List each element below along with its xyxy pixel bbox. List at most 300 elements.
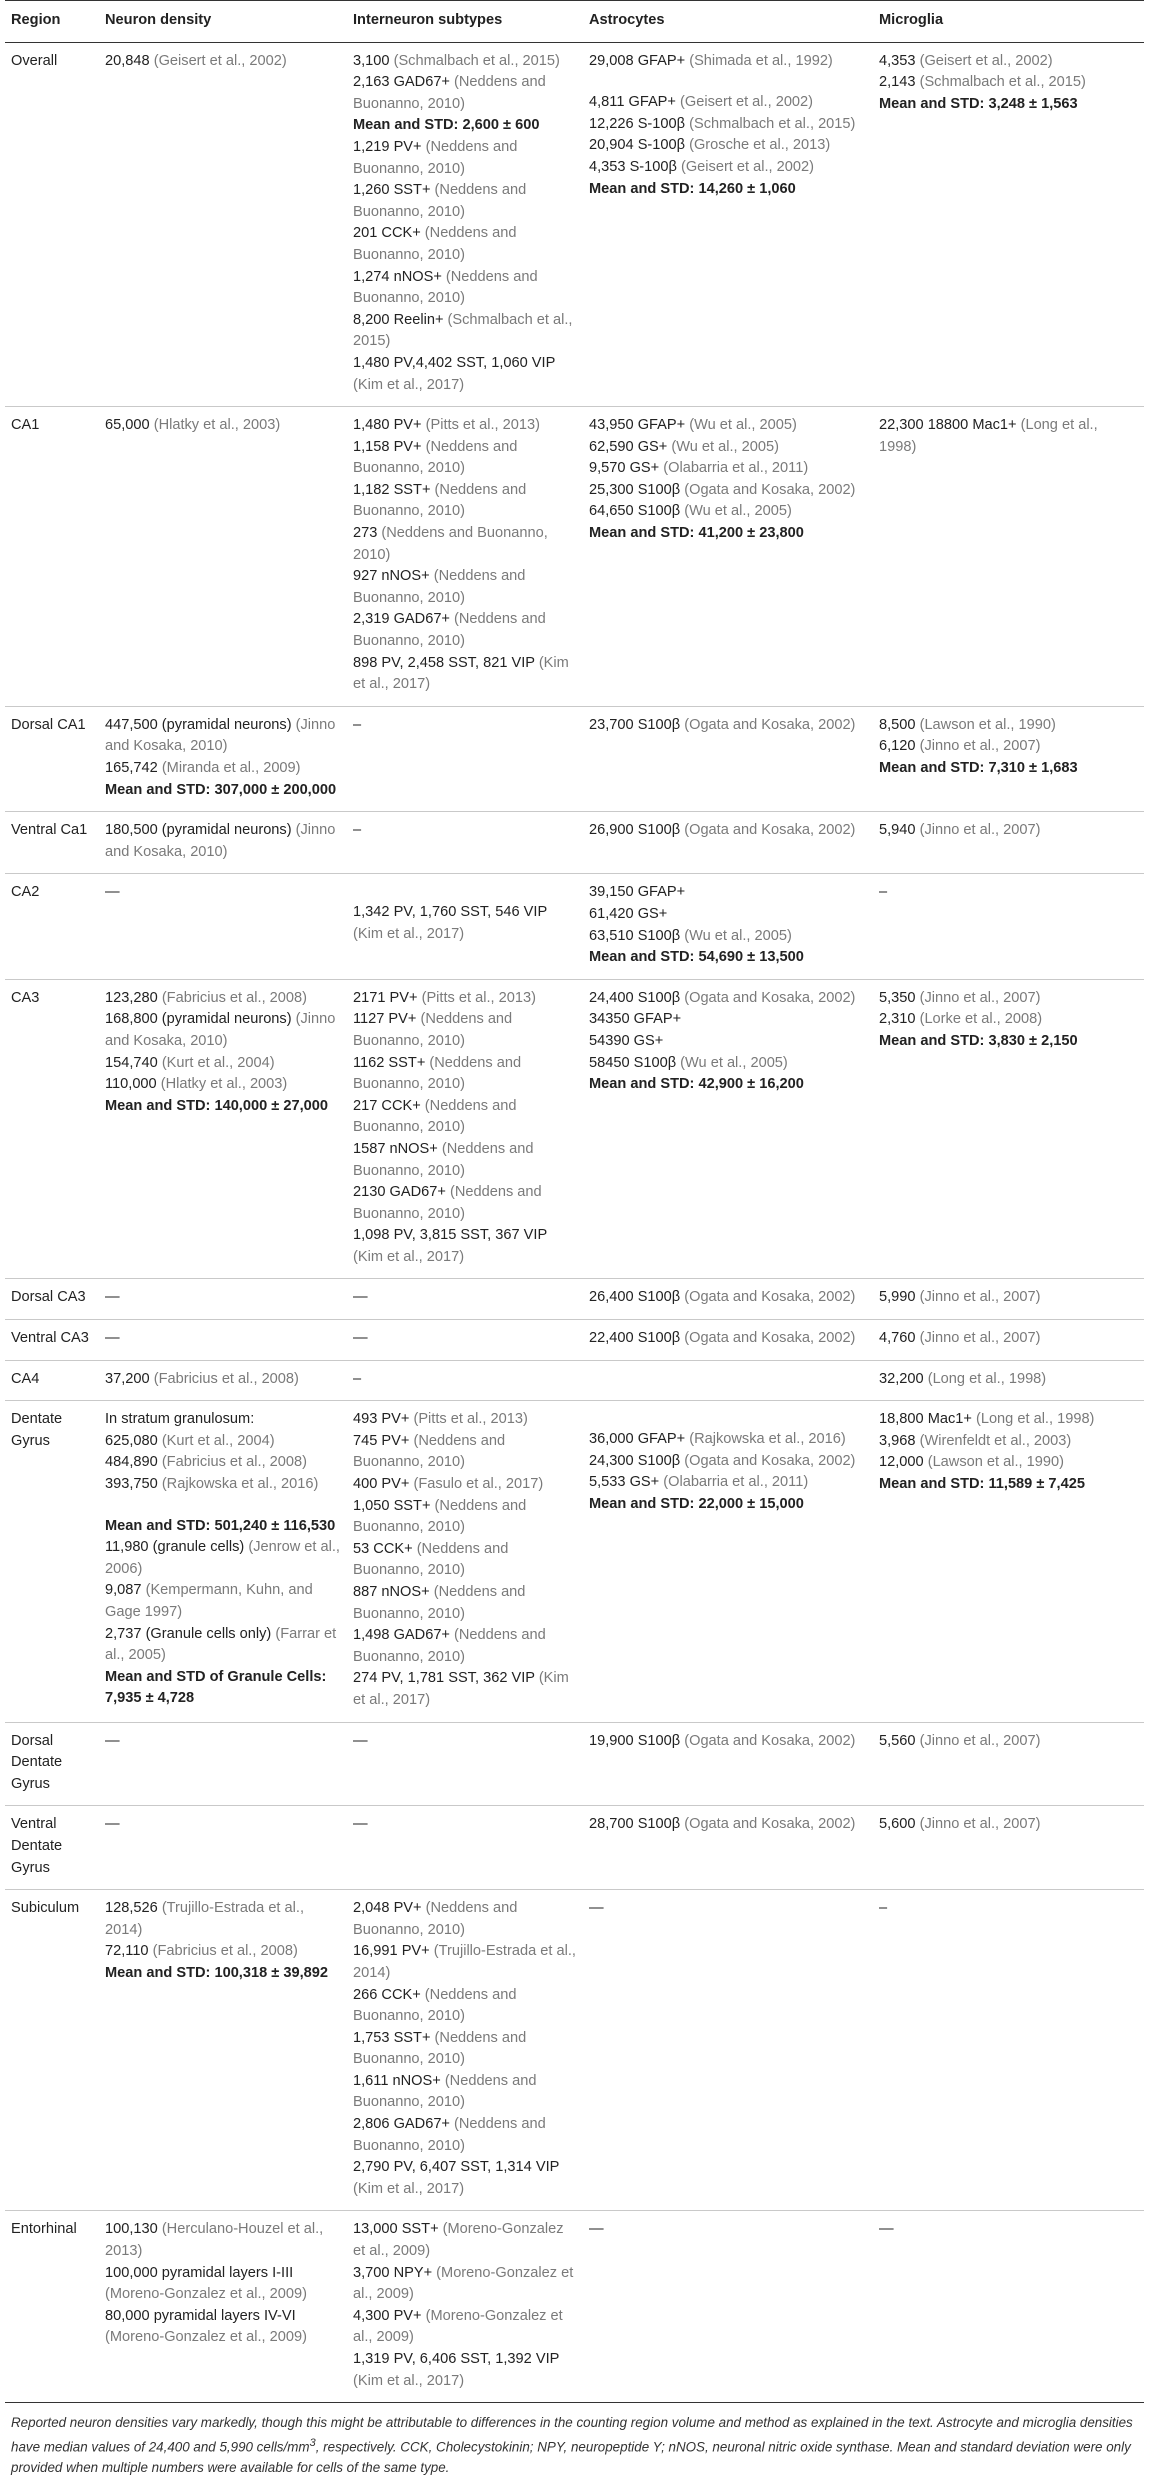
value-text: 898 PV, 2,458 SST, 821 VIP (353, 654, 539, 671)
cell-entry (105, 1814, 341, 1836)
value-text: 274 PV, 1,781 SST, 362 VIP (353, 1670, 539, 1687)
neuron-density-cell (99, 1806, 347, 1890)
value-text: 1587 nNOS+ (353, 1140, 442, 1157)
cell-entry (879, 1287, 1138, 1309)
citation-text: (Ogata and Kosaka, 2002) (684, 1330, 856, 1347)
astrocytes-cell (583, 1279, 873, 1320)
cell-entry (589, 51, 867, 73)
citation-text: (Schmalbach et al., 2015) (689, 115, 856, 132)
value-text: In stratum granulosum: (105, 1411, 255, 1428)
value-text: 24,400 S100β (589, 989, 685, 1006)
cell-entry (589, 1472, 867, 1494)
table-row (5, 42, 1144, 407)
citation-text: (Rajkowska et al., 2016) (689, 1431, 846, 1448)
table-row (5, 706, 1144, 811)
cell-entry (879, 94, 1138, 116)
cell-entry: Subiculum (11, 1900, 80, 1917)
cell-entry (879, 715, 1138, 737)
column-header-interneuron-subtypes: Interneuron subtypes (347, 1, 583, 43)
microglia-cell (873, 812, 1144, 874)
cell-entry (105, 1624, 341, 1667)
interneuron-cell (347, 979, 583, 1279)
value-text: — (105, 884, 120, 901)
cell-entry (105, 1667, 341, 1710)
interneuron-cell (347, 2211, 583, 2403)
citation-text: (Schmalbach et al., 2015) (353, 311, 573, 350)
value-text: 393,750 (105, 1476, 162, 1493)
cell-entry (105, 1452, 341, 1474)
citation-text: (Olabarria et al., 2011) (663, 460, 809, 477)
citation-text: (Neddens and Buonanno, 2010) (353, 2029, 527, 2068)
astrocytes-cell (583, 2211, 873, 2403)
citation-text: (Neddens and Buonanno, 2010) (353, 138, 518, 177)
cell-entry: Ventral Ca1 (11, 822, 88, 839)
value-text: 18,800 Mac1+ (879, 1411, 976, 1428)
citation-text: (Schmalbach et al., 2015) (919, 74, 1086, 91)
cell-entry (353, 310, 577, 353)
citation-text: (Long et al., 1998) (975, 1411, 1095, 1428)
mean-std-value: Mean and STD: 22,000 ± 15,000 (589, 1496, 804, 1513)
cell-entry: Dorsal CA3 (11, 1289, 86, 1306)
cell-entry (353, 1409, 577, 1431)
value-text: — (353, 1330, 368, 1347)
citation-text: (Kurt et al., 2004) (161, 1054, 275, 1071)
citation-text: (Geisert et al., 2002) (153, 52, 287, 69)
cell-entry (105, 1537, 341, 1580)
cell-entry (353, 2028, 577, 2071)
citation-text: (Jinno et al., 2007) (919, 1732, 1041, 1749)
mean-std-value: Mean and STD: 2,600 ± 600 (353, 117, 540, 134)
citation-text: (Neddens and Buonanno, 2010) (353, 1540, 509, 1579)
cell-entry (353, 1225, 577, 1268)
cell-entry (105, 1963, 341, 1985)
value-text: 5,990 (879, 1289, 920, 1306)
value-text: 154,740 (105, 1054, 162, 1071)
value-text: 22,400 S100β (589, 1330, 685, 1347)
value-text: 123,280 (105, 989, 162, 1006)
value-text: 28,700 S100β (589, 1816, 685, 1833)
cell-entry (353, 1009, 577, 1052)
cell-entry (353, 1096, 577, 1139)
neuron-density-cell (99, 1890, 347, 2211)
citation-text: (Neddens and Buonanno, 2010) (353, 268, 538, 307)
cell-entry (353, 267, 577, 310)
astrocytes-cell (583, 1360, 873, 1401)
citation-text: (Fabricius et al., 2008) (152, 1943, 298, 1960)
cell-entry (589, 820, 867, 842)
cell-entry (353, 137, 577, 180)
microglia-cell (873, 1320, 1144, 1361)
cell-entry (353, 2306, 577, 2349)
neuron-density-cell (99, 979, 347, 1279)
cell-entry (879, 1369, 1138, 1391)
cell-entry (589, 988, 867, 1010)
cell-entry (105, 1409, 341, 1431)
value-text: – (353, 1370, 362, 1387)
cell-entry (879, 1409, 1138, 1431)
mean-std-value: Mean and STD: 14,260 ± 1,060 (589, 180, 796, 197)
value-text: 5,350 (879, 989, 920, 1006)
region-cell (5, 1320, 99, 1361)
cell-entry (589, 1328, 867, 1350)
value-text: 3,700 NPY+ (353, 2264, 437, 2281)
value-text: 72,110 (105, 1943, 153, 1960)
cell-entry (353, 1985, 577, 2028)
citation-text: (Kim et al., 2017) (353, 1248, 465, 1265)
value-text: 165,742 (105, 760, 162, 776)
cell-entry (105, 1731, 341, 1753)
cell-entry (589, 157, 867, 179)
cell-entry: Overall (11, 52, 58, 69)
value-text: 1,319 PV, 6,406 SST, 1,392 VIP (353, 2351, 560, 2367)
cell-entry (105, 1898, 341, 1941)
neuron-density-cell (99, 874, 347, 979)
cell-entry (589, 480, 867, 502)
column-header-region: Region (5, 1, 99, 43)
cell-entry (353, 115, 577, 137)
cell-entry (353, 523, 577, 566)
value-text: — (353, 1732, 368, 1749)
citation-text: (Shimada et al., 1992) (689, 52, 833, 69)
citation-text: (Neddens and Buonanno, 2010) (353, 611, 546, 650)
cell-entry (353, 609, 577, 652)
value-text: — (879, 2221, 894, 2238)
value-text: 273 (353, 525, 382, 542)
citation-text: (Farrar et al., 2005) (105, 1625, 337, 1664)
interneuron-cell (347, 706, 583, 811)
region-cell (5, 874, 99, 979)
cell-entry (589, 179, 867, 201)
astrocytes-cell (583, 1401, 873, 1722)
value-text: 2,310 (879, 1011, 920, 1028)
cell-entry (589, 1429, 867, 1451)
citation-text: (Jinno et al., 2007) (919, 738, 1041, 755)
cell-entry (353, 1731, 577, 1753)
cell-entry (353, 1287, 577, 1309)
value-text: 1,753 SST+ (353, 2029, 435, 2046)
value-text: 8,200 Reelin+ (353, 311, 448, 328)
citation-text: (Neddens and Buonanno, 2010) (353, 1584, 526, 1622)
mean-std-value: Mean and STD: 501,240 ± 116,530 (105, 1517, 336, 1534)
cell-entry (879, 1731, 1138, 1753)
citation-text: (Schmalbach et al., 2015) (393, 52, 560, 69)
value-text: 168,800 (pyramidal neurons) (105, 1011, 296, 1028)
microglia-cell (873, 407, 1144, 707)
microglia-cell (873, 874, 1144, 979)
value-text: 64,650 S100β (589, 503, 685, 520)
citation-text: (Kim et al., 2017) (353, 1670, 569, 1708)
cell-entry (353, 223, 577, 266)
value-text: 54390 GS+ (589, 1032, 664, 1049)
cell-entry (589, 1074, 867, 1096)
cell-entry (353, 1369, 577, 1391)
value-text: 8,500 (879, 716, 920, 733)
citation-text: (Neddens and Buonanno, 2010) (353, 2072, 537, 2111)
cell-entry (353, 1898, 577, 1941)
astrocytes-cell (583, 1320, 873, 1361)
value-text: — (353, 1289, 368, 1306)
table-header-row (5, 1, 1144, 43)
value-text: 4,760 (879, 1330, 920, 1347)
value-text: 23,700 S100β (589, 716, 685, 733)
microglia-cell (873, 1806, 1144, 1890)
region-cell (5, 1806, 99, 1890)
value-text: 745 PV+ (353, 1432, 414, 1449)
mean-std-value: Mean and STD: 42,900 ± 16,200 (589, 1076, 804, 1093)
citation-text: (Neddens and Buonanno, 2010) (353, 568, 526, 606)
cell-entry (105, 415, 341, 437)
value-text: 927 nNOS+ (353, 568, 434, 585)
value-text: 2171 PV+ (353, 989, 422, 1006)
value-text: 400 PV+ (353, 1476, 414, 1493)
cell-entry: CA1 (11, 417, 40, 434)
cell-entry (353, 51, 577, 73)
cell-entry (353, 715, 577, 737)
value-text: 5,600 (879, 1816, 920, 1833)
value-text: 5,533 GS+ (589, 1474, 664, 1491)
interneuron-cell (347, 1890, 583, 2211)
citation-text: (Wu et al., 2005) (680, 1054, 788, 1071)
value-text: 9,570 GS+ (589, 460, 664, 477)
microglia-cell (873, 1722, 1144, 1806)
neuron-density-cell (99, 706, 347, 811)
citation-text: (Kim et al., 2017) (353, 2180, 465, 2197)
cell-entry: CA3 (11, 989, 40, 1006)
cell-entry: Dorsal CA1 (11, 716, 86, 733)
citation-text: (Neddens and Buonanno, 2010) (353, 2116, 546, 2154)
cell-entry (105, 1941, 341, 1963)
interneuron-cell (347, 812, 583, 874)
cell-entry (879, 736, 1138, 758)
citation-text: (Lorke et al., 2008) (919, 1011, 1043, 1028)
caption-text: Reported neuron densities vary markedly, though this might be attributable to differences in the counting region volume and method as explained in the text. Astrocyte and microglia densities have median values of 24,400 and 5,990 cells/mm (11, 2415, 1133, 2455)
neuron-density-cell (99, 2211, 347, 2403)
mean-std-value: Mean and STD: 100,318 ± 39,892 (105, 1964, 328, 1981)
mean-std-value: Mean and STD: 54,690 ± 13,500 (589, 949, 804, 966)
value-text: 2,319 GAD67+ (353, 611, 455, 628)
citation-text: (Kim et al., 2017) (353, 376, 465, 393)
citation-text: (Neddens and Buonanno, 2010) (353, 1140, 534, 1179)
cell-entry (105, 1328, 341, 1350)
citation-text: (Wu et al., 2005) (684, 927, 792, 944)
citation-text: (Neddens and Buonanno, 2010) (353, 1054, 522, 1093)
cell-entry (105, 2219, 341, 2262)
table-row (5, 979, 1144, 1279)
cell-entry (353, 1474, 577, 1496)
cell-entry (353, 180, 577, 223)
value-text: 1,098 PV, 3,815 SST, 367 VIP (353, 1227, 547, 1244)
citation-text: (Neddens and Buonanno, 2010) (353, 1097, 517, 1136)
value-text: 80,000 pyramidal layers IV-VI (105, 2307, 296, 2324)
citation-text: (Neddens and Buonanno, 2010) (353, 1627, 546, 1665)
astrocytes-cell (583, 874, 873, 979)
cell-entry (353, 2219, 577, 2262)
neuron-density-cell (99, 1722, 347, 1806)
cell-entry (589, 1814, 867, 1836)
cell-entry (879, 820, 1138, 842)
cell-entry: CA2 (11, 884, 40, 901)
cell-entry (105, 1369, 341, 1391)
value-text: 1,498 GAD67+ (353, 1627, 455, 1644)
astrocytes-cell (583, 1806, 873, 1890)
citation-text: (Kim et al., 2017) (353, 925, 465, 942)
value-text: 1,260 SST+ (353, 182, 435, 199)
interneuron-cell (347, 1320, 583, 1361)
cell-entry (353, 2263, 577, 2306)
value-text: 2,790 PV, 6,407 SST, 1,314 VIP (353, 2159, 560, 2176)
cell-entry (879, 415, 1138, 458)
cell-entry (105, 51, 341, 73)
cell-entry (105, 2306, 341, 2349)
value-text: 62,590 GS+ (589, 438, 672, 455)
citation-text: (Fabricius et al., 2008) (153, 1370, 299, 1387)
citation-text: (Moreno-Gonzalez et al., 2009) (105, 2286, 307, 2303)
interneuron-cell (347, 1279, 583, 1320)
citation-text: (Geisert et al., 2002) (680, 158, 814, 175)
cell-entry (353, 437, 577, 480)
cell-entry (353, 2157, 577, 2200)
astrocytes-cell (583, 407, 873, 707)
cell-entry (589, 437, 867, 459)
cell-entry (589, 926, 867, 948)
citation-text: (Neddens and Buonanno, 2010) (353, 1184, 542, 1222)
value-text: 26,900 S100β (589, 822, 685, 839)
value-text: — (105, 1816, 120, 1833)
value-text: 2,143 (879, 74, 920, 91)
cell-entry (105, 758, 341, 780)
cell-entry (353, 1582, 577, 1625)
value-text: 5,560 (879, 1732, 920, 1749)
value-text: 266 CCK+ (353, 1986, 425, 2003)
region-cell (5, 407, 99, 707)
citation-text: (Neddens and Buonanno, 2010) (353, 438, 518, 477)
value-text: 16,991 PV+ (353, 1943, 434, 1960)
table-row (5, 1279, 1144, 1320)
value-text: 1,342 PV, 1,760 SST, 546 VIP (353, 904, 547, 921)
column-header-neuron-density: Neuron density (99, 1, 347, 43)
citation-text: (Jinno and Kosaka, 2010) (105, 1011, 336, 1049)
cell-entry (105, 1431, 341, 1453)
microglia-cell (873, 2211, 1144, 2403)
citation-text: (Fasulo et al., 2017) (413, 1476, 544, 1493)
value-text: 4,353 S-100β (589, 158, 681, 175)
cell-entry (105, 1053, 341, 1075)
value-text: 128,526 (105, 1900, 162, 1917)
citation-text: (Wu et al., 2005) (684, 503, 792, 520)
citation-text: (Ogata and Kosaka, 2002) (684, 1816, 856, 1833)
cell-entry (353, 566, 577, 609)
interneuron-cell (347, 1806, 583, 1890)
cell-entry (353, 1139, 577, 1182)
value-text: 1,611 nNOS+ (353, 2072, 445, 2089)
value-text: 201 CCK+ (353, 225, 425, 242)
caption-text-continued: , respectively. CCK, Cholecystokinin; NPY, neuropeptide Y; nNOS, neuronal nitric oxide synthase. Mean and standard deviation were only provided when multiple numbers were available for cells of the same type. (11, 2439, 1131, 2475)
value-text: 13,000 SST+ (353, 2221, 443, 2238)
value-text: 63,510 S100β (589, 927, 685, 944)
microglia-cell (873, 979, 1144, 1279)
citation-text: (Jinno et al., 2007) (919, 989, 1041, 1006)
value-text: 34350 GFAP+ (589, 1011, 682, 1028)
citation-text: (Kim et al., 2017) (353, 654, 569, 693)
cell-entry (105, 882, 341, 904)
value-text: 4,811 GFAP+ (589, 94, 680, 111)
value-text: 12,000 (879, 1454, 928, 1471)
citation-text: (Geisert et al., 2002) (919, 52, 1053, 69)
cell-entry (353, 1328, 577, 1350)
value-text: 1,219 PV+ (353, 138, 426, 155)
value-text: 43,950 GFAP+ (589, 417, 690, 434)
value-text: – (353, 716, 362, 733)
value-text: 61,420 GS+ (589, 905, 668, 922)
cell-entry (879, 1898, 1138, 1920)
cell-entry (353, 2071, 577, 2114)
cell-entry (105, 1009, 341, 1052)
cell-entry (879, 1814, 1138, 1836)
citation-text: (Trujillo-Estrada et al., 2014) (353, 1943, 576, 1981)
caption-unit-superscript: 3 (309, 2437, 316, 2450)
cell-entry (353, 1539, 577, 1582)
cell-entry (353, 653, 577, 696)
value-text: – (879, 884, 888, 901)
cell-entry (589, 1451, 867, 1473)
mean-std-value: Mean and STD: 7,310 ± 1,683 (879, 760, 1078, 776)
region-cell (5, 706, 99, 811)
microglia-cell (873, 706, 1144, 811)
table-row (5, 2211, 1144, 2403)
cell-entry (589, 1009, 867, 1031)
value-text: — (589, 2221, 604, 2238)
citation-text: (Ogata and Kosaka, 2002) (684, 481, 856, 498)
cell-entry (589, 1494, 867, 1516)
region-cell (5, 1360, 99, 1401)
cell-entry (589, 501, 867, 523)
cell-entry (105, 1096, 341, 1118)
cell-entry (353, 902, 577, 945)
cell-entry (353, 1053, 577, 1096)
value-text: 100,000 pyramidal layers I-III (105, 2264, 294, 2281)
region-cell (5, 1279, 99, 1320)
astrocytes-cell (583, 42, 873, 407)
table-row (5, 1360, 1144, 1401)
mean-std-value: Mean and STD of Granule Cells: 7,935 ± 4,728 (105, 1668, 327, 1707)
table-row (5, 1890, 1144, 2211)
mean-std-value: Mean and STD: 3,830 ± 2,150 (879, 1032, 1078, 1049)
region-cell (5, 1401, 99, 1722)
cell-entry (879, 51, 1138, 73)
citation-text: (Ogata and Kosaka, 2002) (684, 1732, 856, 1749)
microglia-cell (873, 1279, 1144, 1320)
value-text: 65,000 (105, 417, 154, 434)
citation-text: (Pitts et al., 2013) (413, 1411, 528, 1428)
citation-text: (Lawson et al., 1990) (927, 1454, 1064, 1471)
value-text: 484,890 (105, 1454, 162, 1471)
citation-text: (Fabricius et al., 2008) (161, 1454, 308, 1471)
interneuron-cell (347, 407, 583, 707)
value-text: 36,000 GFAP+ (589, 1431, 690, 1448)
astrocytes-cell (583, 812, 873, 874)
citation-text: (Fabricius et al., 2008) (161, 989, 308, 1006)
cell-entry (353, 1431, 577, 1474)
cell-entry: Ventral CA3 (11, 1330, 89, 1347)
cell-entry (353, 988, 577, 1010)
cell-entry (879, 1328, 1138, 1350)
cell-entry (589, 1287, 867, 1309)
value-text: 1,480 PV,4,402 SST, 1,060 VIP (353, 354, 556, 371)
value-text: 493 PV+ (353, 1411, 414, 1428)
cell-entry (353, 1668, 577, 1711)
cell-density-table (5, 0, 1144, 2403)
citation-text: (Ogata and Kosaka, 2002) (684, 1289, 856, 1306)
